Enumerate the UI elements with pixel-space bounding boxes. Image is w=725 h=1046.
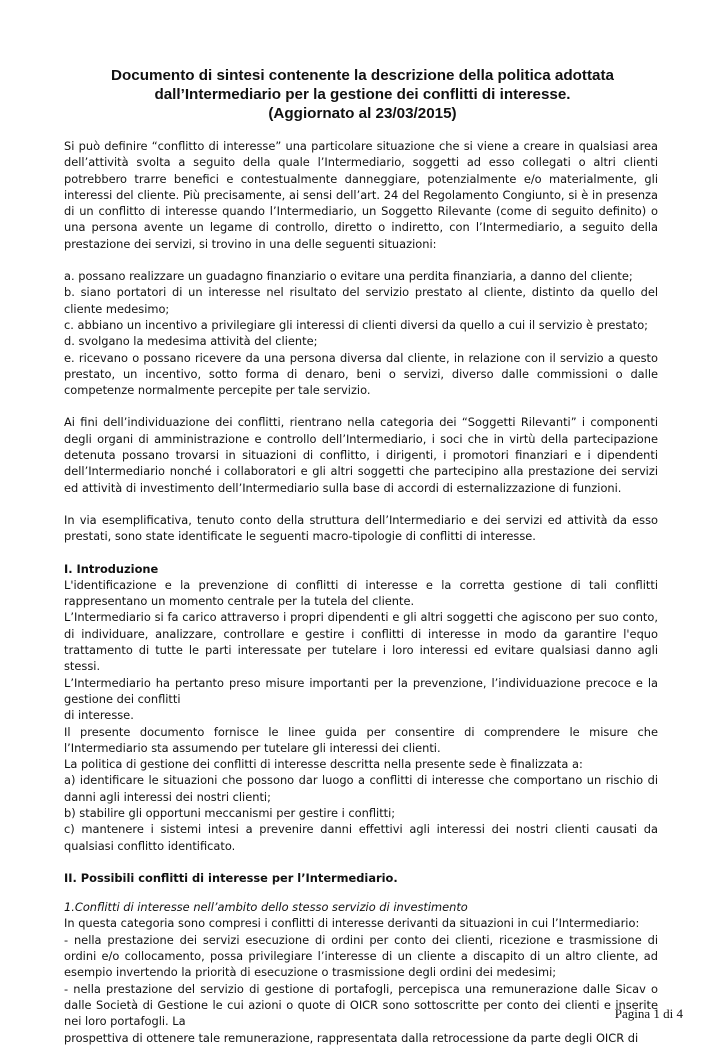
intro-paragraph: Si può definire “conflitto di interesse” una particolare situazione che si viene a creare in qualsiasi area dell’attività svolta a seguito della quale l’Intermediario, soggetti ad esso collegati o altri clienti potrebbero trarre benefici e contestualmente danneggiare, potenzialmente e/o materialmente, gli interessi del cliente. Più precisamente, ai sensi dell’art. 24 del Regolamento Congiunto, si è in presenza di un conflitto di interesse quando l’Intermediario, un Soggetto Rilevante (come di seguito definito) o una persona avente un legame di controllo, diretto o indiretto, con l’Intermediario, a seguito della prestazione dei servizi, si trovino in una delle seguenti situazioni: bbox=[64, 139, 658, 251]
section-line: - nella prestazione dei servizi esecuzione di ordini per conto dei clienti, ricezione e trasmissione di ordini e/o collocamento, possa privilegiare l’interesse di un cliente a discapito di un altro cliente, ad esempio invertendo la priorità di esecuzione o trasmissione degli ordini dei medesimi; bbox=[64, 932, 658, 980]
page-number: Pagina 1 di 4 bbox=[614, 1006, 683, 1021]
section-line: di interesse. bbox=[64, 708, 134, 723]
section-line: prospettiva di ottenere tale remunerazione, rappresentata dalla retrocessione da parte degli OICR di bbox=[64, 1030, 639, 1045]
situation-item: e. ricevano o possano ricevere da una persona diversa dal cliente, in relazione con il servizio a questo prestato, un incentivo, sotto forma di denaro, beni o servizi, diverso dalle commissioni o dalle competenze normalmente percepite per tale servizio. bbox=[64, 350, 658, 398]
section-line: a) identificare le situazioni che possono dar luogo a conflitti di interesse che comportano un rischio di danni agli interessi dei nostri clienti; bbox=[64, 773, 658, 804]
section-line: b) stabilire gli opportuni meccanismi per gestire i conflitti; bbox=[64, 805, 396, 820]
section-line: La politica di gestione dei conflitti di interesse descritta nella presente sede è finalizzata a: bbox=[64, 757, 583, 772]
section-line: - nella prestazione del servizio di gestione di portafogli, percepisca una remunerazione dalle Sicav o dalle Società di Gestione le cui azioni o quote di OICR sono sottoscritte per conto dei clienti e inserite nei loro portafogli. La bbox=[64, 981, 658, 1029]
section-line: L’Intermediario si fa carico attraverso i propri dipendenti e gli altri soggetti che agiscono per suo conto, di individuare, analizzare, controllare e gestire i conflitti di interesse in modo da garantire l'equo trattamento di tutte le parti interessate per tutelare i loro interessi ed evitare qualsiasi danno agli stessi. bbox=[64, 610, 658, 674]
situation-item: d. svolgano la medesima attività del cliente; bbox=[64, 334, 318, 349]
situation-item: b. siano portatori di un interesse nel risultato del servizio prestato al cliente, distinto da quello del cliente medesimo; bbox=[64, 285, 658, 316]
title-line: dall’Intermediario per la gestione dei conflitti di interesse. bbox=[154, 86, 571, 103]
situation-item: a. possano realizzare un guadagno finanziario o evitare una perdita finanziaria, a danno del cliente; bbox=[64, 269, 633, 284]
section-line: L'identificazione e la prevenzione di conflitti di interesse e la corretta gestione di tali conflitti rappresentano un momento centrale per la tutela del cliente. bbox=[64, 577, 658, 609]
section-line: c) mantenere i sistemi intesi a prevenire danni effettivi agli interessi dei nostri clienti causati da qualsiasi conflitto identificato. bbox=[64, 822, 658, 853]
title-line: Documento di sintesi contenente la descrizione della politica adottata bbox=[111, 67, 614, 84]
title-update-date: (Aggiornato al 23/03/2015) bbox=[268, 105, 457, 122]
situation-item: c. abbiano un incentivo a privilegiare gli interessi di clienti diversi da quello a cui il servizio è prestato; bbox=[64, 317, 648, 332]
situations-list bbox=[64, 268, 658, 398]
section-line: L’Intermediario ha pertanto preso misure importanti per la prevenzione, l’individuazione precoce e la gestione dei conflitti bbox=[64, 675, 658, 706]
relevant-subjects-paragraph: Ai fini dell’individuazione dei conflitti, rientrano nella categoria dei “Soggetti Rilevanti” i componenti degli organi di amministrazione e controllo dell’Intermediario, i soci che in virtù della partecipazione detenuta possano trovarsi in situazioni di conflitto, i dirigenti, i promotori finanziari e i dipendenti dell’Intermediario nonché i collaboratori e gli altri soggetti che partecipino alla prestazione dei servizi ed attività di investimento dell’Intermediario sulla base di accordi di esternalizzazione di funzioni. bbox=[64, 415, 658, 495]
section-introduction bbox=[64, 577, 658, 854]
section-line: In questa categoria sono compresi i conflitti di interesse derivanti da situazioni in cui l’Intermediario: bbox=[64, 916, 640, 931]
subsection-heading: 1.Conflitti di interesse nell’ambito dello stesso servizio di investimento bbox=[64, 900, 468, 915]
example-paragraph: In via esemplificativa, tenuto conto della struttura dell’Intermediario e dei servizi ed attività da esso prestati, sono state identificate le seguenti macro-tipologie di conflitti di interesse. bbox=[64, 512, 658, 544]
section-heading-introduction: I. Introduzione bbox=[64, 561, 159, 576]
section-conflicts bbox=[64, 915, 658, 1045]
document-body bbox=[64, 138, 658, 1046]
section-heading-conflicts: II. Possibili conflitti di interesse per l’Intermediario. bbox=[64, 870, 398, 885]
section-line: Il presente documento fornisce le linee guida per consentire di comprendere le misure che l’Intermediario sta assumendo per tutelare gli interessi dei clienti. bbox=[64, 724, 658, 755]
document-title bbox=[64, 66, 661, 123]
